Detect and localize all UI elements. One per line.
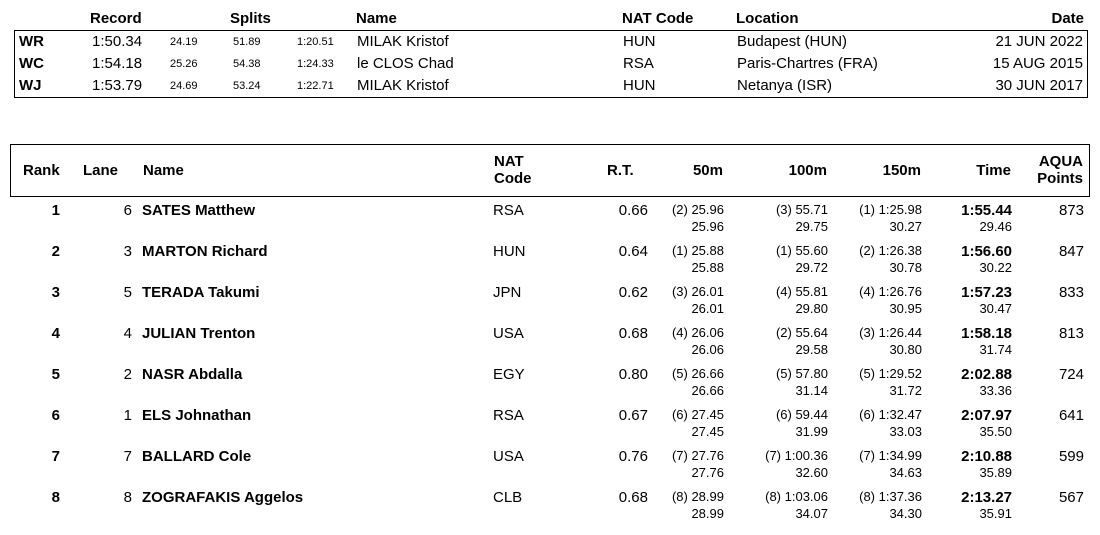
result-reaction-time: 0.64 — [618, 243, 648, 260]
result-split-200m: 30.47 — [979, 301, 1012, 316]
result-aqua-points: 873 — [1058, 202, 1084, 219]
record-type: WC — [19, 55, 44, 72]
result-cumulative-50m: (2) 25.96 — [671, 202, 724, 217]
records-header — [14, 8, 1088, 30]
record-date: 15 AUG 2015 — [992, 55, 1083, 72]
results-header-lane: Lane — [83, 162, 119, 179]
record-split-150: 1:22.71 — [297, 80, 334, 92]
results-header-nat-line1: NAT — [494, 153, 524, 170]
record-name: MILAK Kristof — [357, 77, 449, 94]
result-rank: 8 — [51, 489, 60, 506]
result-name: MARTON Richard — [142, 243, 268, 260]
records-header-record: Record — [90, 10, 142, 27]
result-nat: USA — [493, 448, 524, 465]
results-header-150m: 150m — [882, 162, 921, 179]
result-nat: CLB — [493, 489, 523, 506]
result-final-time: 2:02.88 — [961, 366, 1012, 383]
result-name: JULIAN Trenton — [142, 325, 256, 342]
result-split-50m: 28.99 — [691, 506, 724, 521]
record-split-50: 24.69 — [170, 80, 198, 92]
results-header-aqua-line2: Points — [1037, 170, 1083, 187]
result-rank: 4 — [51, 325, 60, 342]
result-split-150m: 30.27 — [889, 219, 922, 234]
result-split-200m: 31.74 — [979, 342, 1012, 357]
result-final-time: 1:57.23 — [961, 284, 1012, 301]
result-split-100m: 31.99 — [795, 424, 828, 439]
result-cumulative-100m: (5) 57.80 — [775, 366, 828, 381]
result-reaction-time: 0.68 — [618, 489, 648, 506]
result-cumulative-100m: (2) 55.64 — [775, 325, 828, 340]
result-rank: 1 — [51, 202, 60, 219]
record-date: 21 JUN 2022 — [995, 33, 1083, 50]
result-name: ZOGRAFAKIS Aggelos — [142, 489, 304, 506]
result-split-200m: 35.50 — [979, 424, 1012, 439]
results-header-time: Time — [976, 162, 1011, 179]
result-cumulative-50m: (6) 27.45 — [671, 407, 724, 422]
result-split-200m: 35.91 — [979, 506, 1012, 521]
result-split-150m: 30.78 — [889, 260, 922, 275]
result-cumulative-150m: (2) 1:26.38 — [859, 243, 922, 258]
record-time: 1:50.34 — [92, 33, 143, 50]
result-rank: 6 — [51, 407, 60, 424]
records-body — [14, 30, 1088, 98]
result-split-50m: 27.45 — [691, 424, 724, 439]
result-aqua-points: 724 — [1058, 366, 1084, 383]
results-row — [10, 198, 1090, 239]
result-cumulative-150m: (5) 1:29.52 — [859, 366, 922, 381]
result-reaction-time: 0.68 — [618, 325, 648, 342]
results-header-aqua-line1: AQUA — [1038, 153, 1083, 170]
result-final-time: 2:10.88 — [961, 448, 1012, 465]
result-split-150m: 34.30 — [889, 506, 922, 521]
result-name: BALLARD Cole — [142, 448, 252, 465]
results-header-100m: 100m — [788, 162, 827, 179]
results-row — [10, 280, 1090, 321]
result-final-time: 2:07.97 — [961, 407, 1012, 424]
record-name: MILAK Kristof — [357, 33, 449, 50]
records-table — [14, 8, 1088, 96]
results-header-rank: Rank — [23, 162, 60, 179]
records-header-nat-code: NAT Code — [622, 10, 694, 27]
result-rank: 5 — [51, 366, 60, 383]
record-location: Budapest (HUN) — [737, 33, 848, 50]
result-aqua-points: 641 — [1058, 407, 1084, 424]
result-cumulative-150m: (1) 1:25.98 — [859, 202, 922, 217]
result-split-200m: 30.22 — [979, 260, 1012, 275]
result-split-100m: 32.60 — [795, 465, 828, 480]
result-reaction-time: 0.66 — [618, 202, 648, 219]
result-cumulative-100m: (3) 55.71 — [775, 202, 828, 217]
result-lane: 8 — [123, 489, 132, 506]
record-split-50: 24.19 — [170, 36, 198, 48]
result-aqua-points: 847 — [1058, 243, 1084, 260]
record-location: Paris-Chartres (FRA) — [737, 55, 878, 72]
result-split-50m: 26.01 — [691, 301, 724, 316]
result-split-100m: 29.80 — [795, 301, 828, 316]
result-lane: 4 — [123, 325, 132, 342]
result-cumulative-50m: (3) 26.01 — [671, 284, 724, 299]
result-lane: 6 — [123, 202, 132, 219]
result-split-150m: 31.72 — [889, 383, 922, 398]
result-cumulative-100m: (8) 1:03.06 — [765, 489, 828, 504]
results-row — [10, 485, 1090, 526]
record-row — [15, 53, 1087, 75]
results-row — [10, 444, 1090, 485]
result-lane: 5 — [123, 284, 132, 301]
result-cumulative-150m: (6) 1:32.47 — [859, 407, 922, 422]
result-nat: RSA — [493, 202, 524, 219]
results-row — [10, 403, 1090, 444]
result-final-time: 2:13.27 — [961, 489, 1012, 506]
result-nat: JPN — [493, 284, 522, 301]
result-split-100m: 29.58 — [795, 342, 828, 357]
result-final-time: 1:56.60 — [961, 243, 1012, 260]
result-nat: EGY — [493, 366, 525, 383]
result-aqua-points: 833 — [1058, 284, 1084, 301]
results-header — [10, 144, 1090, 197]
result-cumulative-100m: (7) 1:00.36 — [765, 448, 828, 463]
result-final-time: 1:55.44 — [961, 202, 1012, 219]
record-type: WJ — [19, 77, 42, 94]
record-split-150: 1:24.33 — [297, 58, 334, 70]
record-type: WR — [19, 33, 44, 50]
result-nat: RSA — [493, 407, 524, 424]
result-split-50m: 26.06 — [691, 342, 724, 357]
result-split-150m: 30.95 — [889, 301, 922, 316]
result-split-50m: 25.88 — [691, 260, 724, 275]
record-location: Netanya (ISR) — [737, 77, 833, 94]
result-name: TERADA Takumi — [142, 284, 260, 301]
record-time: 1:53.79 — [92, 77, 143, 94]
record-split-100: 53.24 — [233, 80, 261, 92]
result-split-50m: 25.96 — [691, 219, 724, 234]
results-header-rt: R.T. — [607, 162, 634, 179]
results-header-nat-line2: Code — [494, 170, 532, 187]
records-header-location: Location — [736, 10, 799, 27]
result-split-200m: 33.36 — [979, 383, 1012, 398]
result-lane: 2 — [123, 366, 132, 383]
record-row — [15, 75, 1087, 97]
result-cumulative-50m: (4) 26.06 — [671, 325, 724, 340]
results-row — [10, 239, 1090, 280]
result-split-100m: 29.75 — [795, 219, 828, 234]
result-cumulative-50m: (7) 27.76 — [671, 448, 724, 463]
result-reaction-time: 0.80 — [618, 366, 648, 383]
result-aqua-points: 813 — [1058, 325, 1084, 342]
result-rank: 7 — [51, 448, 60, 465]
result-cumulative-50m: (8) 28.99 — [671, 489, 724, 504]
result-cumulative-150m: (3) 1:26.44 — [859, 325, 922, 340]
results-table — [10, 144, 1090, 521]
result-rank: 2 — [51, 243, 60, 260]
result-name: NASR Abdalla — [142, 366, 243, 383]
result-split-50m: 27.76 — [691, 465, 724, 480]
result-final-time: 1:58.18 — [961, 325, 1012, 342]
result-split-100m: 29.72 — [795, 260, 828, 275]
result-split-200m: 29.46 — [979, 219, 1012, 234]
results-row — [10, 321, 1090, 362]
record-split-150: 1:20.51 — [297, 36, 334, 48]
result-cumulative-100m: (4) 55.81 — [775, 284, 828, 299]
record-nat: HUN — [623, 77, 656, 94]
result-rank: 3 — [51, 284, 60, 301]
result-cumulative-100m: (1) 55.60 — [775, 243, 828, 258]
result-name: SATES Matthew — [142, 202, 256, 219]
result-split-200m: 35.89 — [979, 465, 1012, 480]
results-row — [10, 362, 1090, 403]
result-split-150m: 30.80 — [889, 342, 922, 357]
result-cumulative-100m: (6) 59.44 — [775, 407, 828, 422]
result-split-100m: 31.14 — [795, 383, 828, 398]
result-nat: HUN — [493, 243, 526, 260]
record-split-100: 54.38 — [233, 58, 261, 70]
result-lane: 1 — [123, 407, 132, 424]
result-aqua-points: 599 — [1058, 448, 1084, 465]
record-nat: HUN — [623, 33, 656, 50]
result-cumulative-50m: (1) 25.88 — [671, 243, 724, 258]
record-date: 30 JUN 2017 — [995, 77, 1083, 94]
results-header-50m: 50m — [692, 162, 723, 179]
result-reaction-time: 0.76 — [618, 448, 648, 465]
result-cumulative-150m: (4) 1:26.76 — [859, 284, 922, 299]
result-lane: 7 — [123, 448, 132, 465]
result-split-50m: 26.66 — [691, 383, 724, 398]
records-header-splits: Splits — [230, 10, 271, 27]
record-split-50: 25.26 — [170, 58, 198, 70]
result-split-150m: 33.03 — [889, 424, 922, 439]
result-name: ELS Johnathan — [142, 407, 252, 424]
results-header-name: Name — [143, 162, 184, 179]
result-split-100m: 34.07 — [795, 506, 828, 521]
result-cumulative-150m: (8) 1:37.36 — [859, 489, 922, 504]
records-header-date: Date — [1051, 10, 1084, 27]
result-cumulative-150m: (7) 1:34.99 — [859, 448, 922, 463]
result-lane: 3 — [123, 243, 132, 260]
result-cumulative-50m: (5) 26.66 — [671, 366, 724, 381]
result-split-150m: 34.63 — [889, 465, 922, 480]
record-time: 1:54.18 — [92, 55, 143, 72]
result-reaction-time: 0.67 — [618, 407, 648, 424]
result-reaction-time: 0.62 — [618, 284, 648, 301]
record-name: le CLOS Chad — [357, 55, 454, 72]
record-split-100: 51.89 — [233, 36, 261, 48]
record-nat: RSA — [623, 55, 654, 72]
record-row — [15, 31, 1087, 53]
records-header-name: Name — [356, 10, 397, 27]
result-nat: USA — [493, 325, 524, 342]
result-aqua-points: 567 — [1058, 489, 1084, 506]
